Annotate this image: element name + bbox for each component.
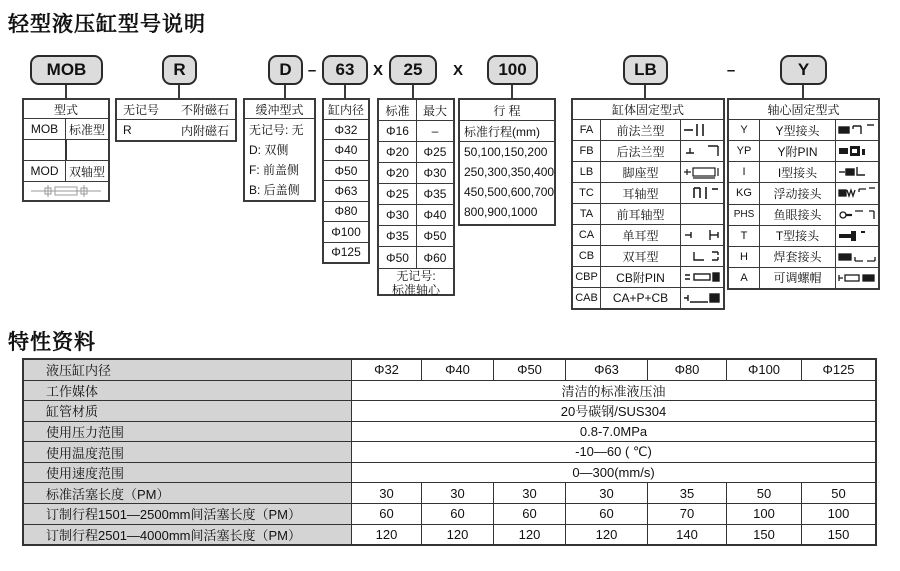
spec-value: 140: [648, 525, 727, 545]
front-flange-icon: [681, 120, 723, 140]
spec-value: 0—300(mm/s): [572, 465, 655, 481]
bore-value: Φ50: [334, 163, 358, 178]
mount-name: 前耳轴型: [601, 204, 681, 224]
spec-value: 30: [352, 483, 422, 503]
stroke-values: 450,500,600,700: [464, 185, 555, 199]
foot-mount-icon: [681, 162, 723, 182]
code-separator-x1: X: [372, 61, 383, 79]
spec-value: 100: [727, 504, 802, 524]
single-clevis-icon: [681, 225, 723, 245]
type-name: 标准型: [68, 122, 105, 137]
y-pin-joint-icon: [836, 141, 878, 161]
spec-value: 150: [827, 526, 850, 542]
rod-std: Φ30: [379, 205, 417, 225]
mount-name: 后法兰型: [601, 141, 681, 161]
model-code-cushion: D: [268, 55, 303, 85]
model-code-rod-end: Y: [780, 55, 827, 85]
connector-line: [802, 85, 804, 98]
cylinder-mount-table: [571, 98, 725, 310]
code-separator-x2: X: [452, 61, 463, 79]
stroke-values: 50,100,150,200: [464, 145, 548, 159]
spec-label: 标准活塞长度（PM）: [24, 483, 352, 503]
spec-label: 使用压力范围: [24, 422, 352, 442]
mount-name: 单耳型: [601, 225, 681, 245]
y-joint-icon: [836, 120, 878, 140]
bore-table-header: 缸内径: [324, 100, 368, 120]
t-joint-icon: [836, 226, 878, 246]
rod-mount-code: YP: [729, 141, 760, 161]
rod-max: Φ60: [423, 250, 447, 265]
rod-mount-name: I型接头: [760, 162, 836, 182]
trunnion-icon: [681, 183, 723, 203]
floating-joint-icon: [836, 183, 878, 203]
spec-row-medium: [24, 381, 875, 402]
mount-code: CBP: [573, 267, 601, 287]
rod-std: Φ20: [379, 142, 417, 162]
mount-name: 双耳型: [601, 246, 681, 266]
spec-value: 60: [494, 504, 566, 524]
mount-code: CA: [573, 225, 601, 245]
double-rod-cylinder-diagram: [24, 182, 108, 200]
cylinder-mount-header: 缸体固定型式: [573, 100, 723, 120]
connector-line: [511, 85, 513, 98]
spec-value: 120: [352, 525, 422, 545]
bore-value: Φ63: [334, 183, 358, 198]
model-code-stroke: 100: [487, 55, 538, 85]
type-table-header: 型式: [24, 100, 108, 119]
bore-value: Φ125: [331, 245, 361, 260]
type-table: [22, 98, 110, 202]
connector-line: [644, 85, 646, 98]
spec-row-pressure: [24, 422, 875, 443]
rod-mount-name: Y附PIN: [760, 141, 836, 161]
model-code-mount: LB: [623, 55, 668, 85]
cushion-table-header: 缓冲型式: [245, 100, 314, 119]
adjustable-nut-icon: [836, 268, 878, 288]
spec-value: 120: [494, 525, 566, 545]
cb-with-pin-icon: [681, 267, 723, 287]
type-code: MOB: [24, 119, 66, 139]
connector-line: [344, 85, 346, 98]
rod-mount-name: T型接头: [760, 226, 836, 246]
rod-mount-name: 浮动接头: [760, 183, 836, 203]
rod-mount-code: H: [729, 247, 760, 267]
standard-type-diagram: [24, 140, 108, 160]
model-code-rod: 25: [389, 55, 437, 85]
code-separator-dash2: –: [726, 61, 736, 79]
magnet-code: R: [123, 123, 132, 137]
front-trunnion-icon: [681, 204, 723, 224]
spec-row-piston-std: [24, 483, 875, 504]
spec-value: 30: [422, 483, 494, 503]
spec-label: 订制行程1501—2500mm间活塞长度（PM）: [24, 504, 352, 524]
connector-line: [65, 85, 67, 98]
spec-value: Φ40: [422, 360, 494, 380]
rod-max: Φ25: [423, 145, 447, 159]
stroke-values: 250,300,350,400: [464, 165, 555, 179]
rod-header-standard: 标准: [379, 100, 417, 120]
bore-value: Φ40: [334, 143, 358, 158]
mount-code: TA: [573, 204, 601, 224]
mount-name: 脚座型: [601, 162, 681, 182]
cushion-option: B: 后盖侧: [249, 182, 300, 197]
rod-mount-code: A: [729, 268, 760, 288]
rod-header-max: 最大: [422, 103, 447, 118]
spec-value: 30: [566, 483, 648, 503]
magnet-table: [115, 98, 237, 142]
spec-row-temperature: [24, 442, 875, 463]
rod-mount-code: Y: [729, 120, 760, 140]
rod-table: [377, 98, 455, 296]
bore-table: [322, 98, 370, 264]
spec-value: -10—60 ( ℃): [575, 444, 652, 460]
rod-max: Φ30: [423, 166, 447, 180]
spec-label: 液压缸内径: [24, 360, 352, 380]
cushion-option: D: 双侧: [249, 142, 289, 157]
spec-value: 20号碳钢/SUS304: [560, 404, 667, 420]
fisheye-joint-icon: [836, 205, 878, 225]
i-joint-icon: [836, 162, 878, 182]
rod-table-footer: [379, 268, 453, 297]
stroke-table: [458, 98, 556, 226]
mount-code: LB: [573, 162, 601, 182]
cushion-option: 无记号: 无: [249, 122, 304, 137]
spec-value: Φ100: [727, 360, 802, 380]
spec-value: 120: [566, 525, 648, 545]
spec-value: Φ32: [352, 360, 422, 380]
mount-code: CB: [573, 246, 601, 266]
type-name: 双轴型: [68, 164, 105, 179]
connector-line: [412, 85, 414, 98]
bore-value: Φ32: [334, 122, 358, 137]
rod-mount-code: T: [729, 226, 760, 246]
spec-value: 50: [727, 483, 802, 503]
spec-label: 使用速度范围: [24, 463, 352, 483]
rod-mount-table: [727, 98, 880, 290]
stroke-table-header: 行 程: [460, 100, 554, 121]
rod-mount-name: 焊套接头: [760, 247, 836, 267]
spec-value: 70: [648, 504, 727, 524]
mount-code: CAB: [573, 288, 601, 308]
rod-std: Φ35: [379, 226, 417, 246]
rod-std: Φ16: [379, 121, 417, 141]
spec-value: 60: [422, 504, 494, 524]
rod-max: Φ35: [423, 187, 447, 201]
spec-label: 订制行程2501—4000mm间活塞长度（PM）: [24, 525, 352, 545]
mount-code: FA: [573, 120, 601, 140]
rod-mount-name: 鱼眼接头: [760, 205, 836, 225]
spec-value: 60: [566, 504, 648, 524]
model-code-series: MOB: [30, 55, 103, 85]
spec-value: 60: [352, 504, 422, 524]
spec-label: 使用温度范围: [24, 442, 352, 462]
mount-name: 前法兰型: [601, 120, 681, 140]
rod-mount-header: 轴心固定型式: [729, 100, 878, 120]
bore-value: Φ100: [331, 224, 361, 239]
rod-footer-line2: 标准轴心: [391, 283, 440, 297]
model-code-bore: 63: [322, 55, 368, 85]
rod-max: –: [431, 124, 439, 138]
spec-value: 35: [648, 483, 727, 503]
rod-footer-line1: 无记号:: [396, 269, 436, 283]
connector-line: [178, 85, 180, 98]
rod-mount-name: Y型接头: [760, 120, 836, 140]
spec-label: 工作媒体: [24, 381, 352, 401]
spec-table: [22, 358, 877, 546]
spec-value: 100: [827, 506, 850, 522]
spec-row-piston-2500: [24, 504, 875, 525]
spec-label: 缸管材质: [24, 401, 352, 421]
rod-max: Φ40: [423, 208, 447, 222]
rod-mount-name: 可调螺帽: [760, 268, 836, 288]
connector-line: [284, 85, 286, 98]
stroke-subheader: 标准行程(mm): [460, 121, 554, 142]
rod-mount-code: I: [729, 162, 760, 182]
rod-max: Φ50: [423, 229, 447, 243]
model-code-magnet: R: [162, 55, 197, 85]
spec-section-title: 特性资料: [8, 331, 96, 354]
spec-value: 30: [494, 483, 566, 503]
spec-value: Φ63: [566, 360, 648, 380]
mount-code: FB: [573, 141, 601, 161]
weld-sleeve-joint-icon: [836, 247, 878, 267]
double-clevis-icon: [681, 246, 723, 266]
code-separator-dash: –: [307, 61, 317, 79]
magnet-name: 内附磁石: [180, 123, 229, 138]
bore-value: Φ80: [334, 204, 358, 219]
magnet-name: 不附磁石: [180, 103, 229, 117]
rod-mount-code: KG: [729, 183, 760, 203]
spec-value: Φ50: [494, 360, 566, 380]
spec-value: 150: [727, 525, 802, 545]
mount-name: 耳轴型: [601, 183, 681, 203]
cushion-table: [243, 98, 316, 202]
rod-std: Φ50: [379, 247, 417, 268]
mount-name: CA+P+CB: [601, 288, 681, 308]
spec-row-material: [24, 401, 875, 422]
ca-p-cb-icon: [681, 288, 723, 308]
rod-std: Φ25: [379, 184, 417, 204]
spec-value: 120: [422, 525, 494, 545]
rear-flange-icon: [681, 141, 723, 161]
mount-code: TC: [573, 183, 601, 203]
spec-row-bore: [24, 360, 875, 381]
spec-value: 50: [831, 485, 846, 501]
type-code: MOD: [24, 161, 66, 181]
spec-value: Φ125: [822, 362, 855, 378]
spec-value: 0.8-7.0MPa: [579, 423, 648, 439]
stroke-values: 800,900,1000: [464, 205, 538, 219]
page-title: 轻型液压缸型号说明: [8, 13, 206, 36]
rod-std: Φ20: [379, 163, 417, 183]
mount-name: CB附PIN: [601, 267, 681, 287]
cushion-option: F: 前盖侧: [249, 162, 299, 177]
spec-value: 清洁的标准液压油: [561, 383, 666, 399]
magnet-code: 无记号: [123, 103, 160, 117]
spec-value: Φ80: [648, 360, 727, 380]
spec-row-piston-4000: [24, 525, 875, 545]
spec-row-speed: [24, 463, 875, 484]
rod-mount-code: PHS: [729, 205, 760, 225]
